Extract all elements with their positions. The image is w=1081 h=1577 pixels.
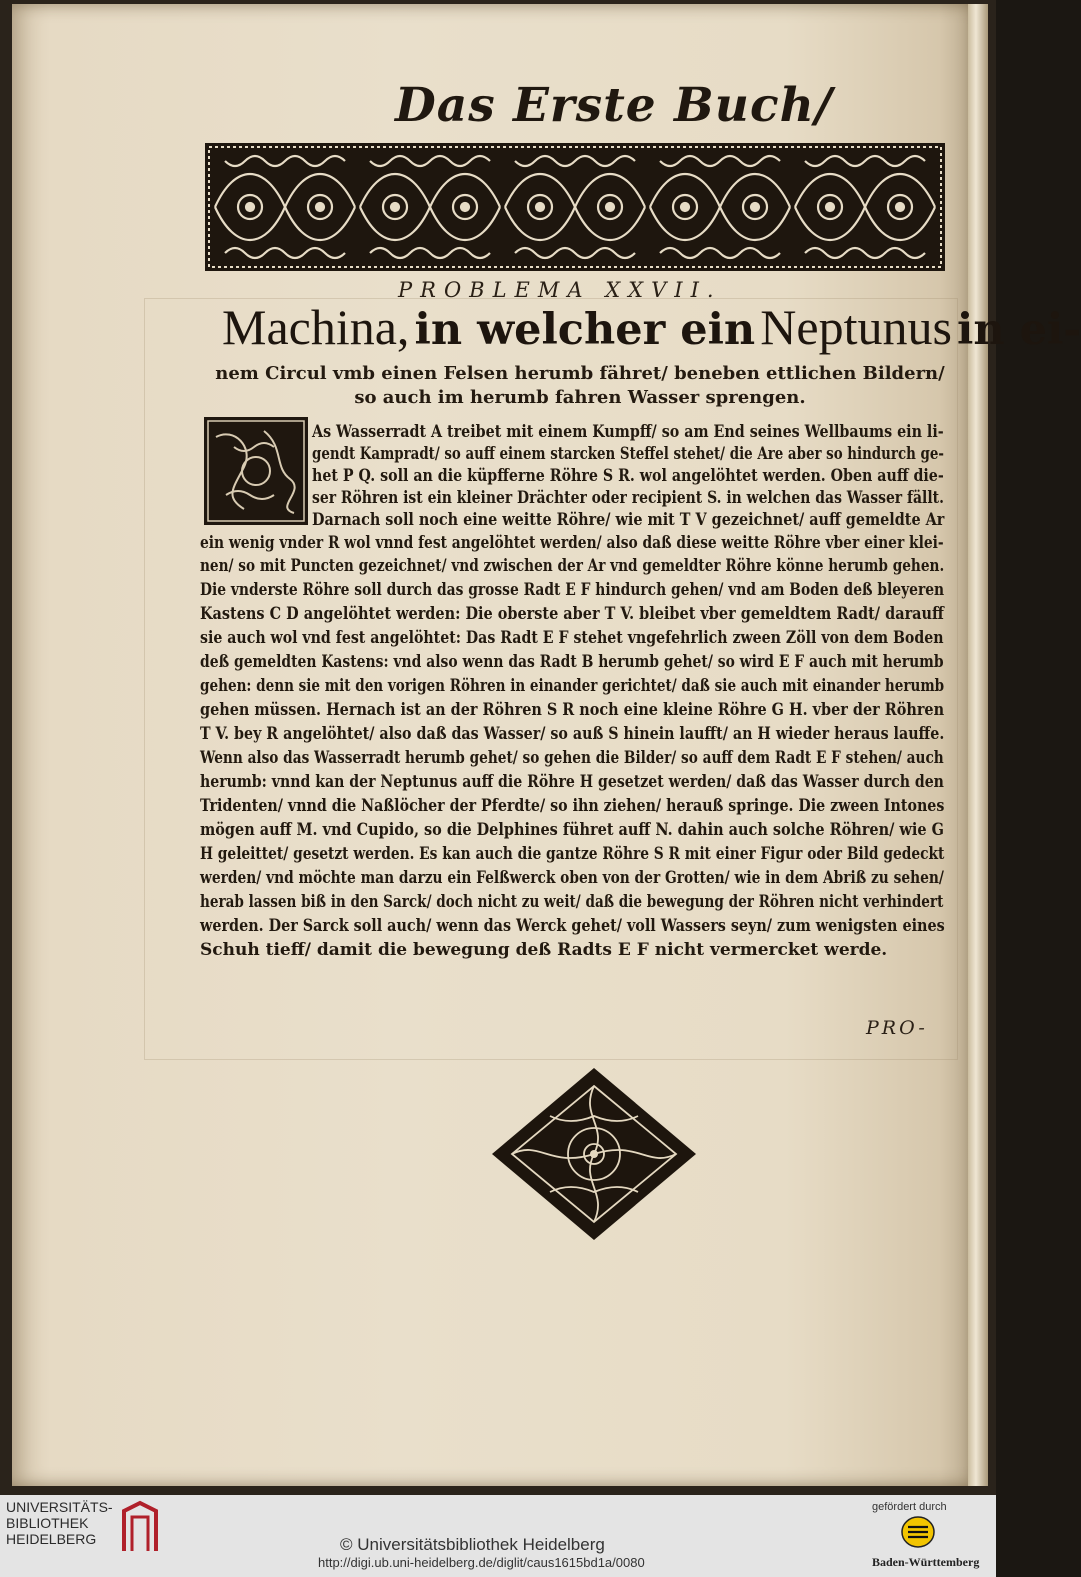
body-line: Wenn also das Wasserradt herumb gehet/ so gehen die Bilder/ so auff dem Radt E F stehen/ auch [200,748,944,768]
body-line: het P Q. soll an die küpfferne Röhre S R. wol angelöhtet werden. Oben auff die- [312,466,944,486]
body-line: gehen: denn sie mit den vorigen Röhren in einander gerichtet/ daß sie auch mit einander herumb [200,676,945,696]
body-line: Schuh tieff/ damit die bewegung deß Radts E F nicht vermercket werde. [200,940,888,960]
library-line: BIBLIOTHEK [6,1515,89,1531]
body-line: nen/ so mit Puncten gezeichnet/ vnd zwischen der Ar vnd gemeldter Röhre könne herumb gehen. [200,556,945,576]
ornament-band [205,143,945,271]
body-line: werden/ vnd möchte man darzu ein Felßwerck oben von der Grotten/ wie in dem Abriß zu sehen/ [200,868,944,888]
funded-label: gefördert durch [872,1501,947,1513]
source-url[interactable]: http://digi.ub.uni-heidelberg.de/diglit/caus1615bd1a/0080 [318,1555,645,1570]
body-line: H geleittet/ gesetzt werden. Es kan auch die gantze Röhre S R mit einer Figur oder Bild gedeckt [200,844,945,864]
title-part-4: in ei- [957,305,1081,355]
library-line: HEIDELBERG [6,1531,97,1547]
body-line: deß gemeldten Kastens: vnd also wenn das Radt B herumb gehet/ so wird E F auch mit herumb [200,652,944,672]
subtitle-line-1: nem Circul vmb einen Felsen herumb fähret/ beneben ettlichen Bildern/ [215,363,945,384]
body-line: gendt Kampradt/ so auff einem starcken Steffel stehet/ die Are aber so hindurch ge- [312,444,944,464]
problem-label: PROBLEMA XXVII. [398,278,722,302]
body-line: ser Röhren ist ein kleiner Drächter oder recipient S. in welchen das Wasser fällt. [312,488,944,508]
catchword: PRO- [866,1017,928,1039]
running-head: Das Erste Buch/ [395,78,833,133]
library-logo-icon [120,1501,160,1555]
tailpiece-ornament [490,1066,698,1242]
copyright-text: © Universitätsbibliothek Heidelberg [340,1535,605,1554]
coat-of-arms-icon [896,1515,940,1549]
body-line: mögen auff M. vnd Cupido, so die Delphines führet auff N. dahin auch solche Röhren/ wie G [200,820,944,840]
body-line: werden. Der Sarck soll auch/ wenn das Werck gehet/ voll Wassers seyn/ zum wenigsten eines [200,916,945,936]
page-edge [968,4,988,1486]
body-line: herumb: vnnd kan der Neptunus auff die Röhre H gesetzet werden/ daß das Wasser durch den [200,772,944,792]
body-line: Kastens C D angelöhtet werden: Die oberste aber T V. bleibet vber gemeldtem Radt/ darauff [200,604,944,624]
body-line: gehen müssen. Hernach ist an der Röhren S R noch eine kleine Röhre G H. vber der Röhren [200,700,945,720]
title-part-2: in welcher ein [414,305,756,355]
body-line: herab lassen biß in den Sarck/ doch nicht zu weit/ daß die bewegung der Röhren nicht verhindert [200,892,944,912]
body-line: sie auch wol vnd fest angelöhtet: Das Radt E F stehet vngefehrlich zween Zöll von dem Boden [200,628,944,648]
body-line: Die vnderste Röhre soll durch das grosse Radt E F hindurch gehen/ vnd am Boden deß bleyeren [200,580,945,600]
dropcap-d [204,417,308,525]
library-name [6,1499,113,1547]
body-line: ein wenig vnder R wol vnnd fest angelöhtet werden/ also daß diese weitte Röhre vber einer klei- [200,533,944,553]
title-part-1: Machina, [222,299,410,355]
footer-bar [0,1495,996,1577]
library-line: UNIVERSITÄTS- [6,1499,113,1515]
subtitle-line-2: so auch im herumb fahren Wasser sprengen. [354,387,806,408]
body-line: As Wasserradt A treibet mit einem Kumpff/ so am End seines Wellbaums ein li- [312,422,944,442]
body-line: T V. bey R angelöhtet/ also daß das Wasser/ so auß S hinein laufft/ an H wieder heraus lauffe. [200,724,945,744]
body-line: Tridenten/ vnnd die Naßlöcher der Pferdte/ so ihn ziehen/ herauß springe. Die zween Intones [200,796,945,816]
funder-name: Baden-Württemberg [872,1555,980,1569]
chapter-title [222,298,1081,356]
body-line: Darnach soll noch eine weitte Röhre/ wie mit T V gezeichnet/ auff gemeldte Ar [312,510,945,530]
title-part-3: Neptunus [760,299,952,355]
